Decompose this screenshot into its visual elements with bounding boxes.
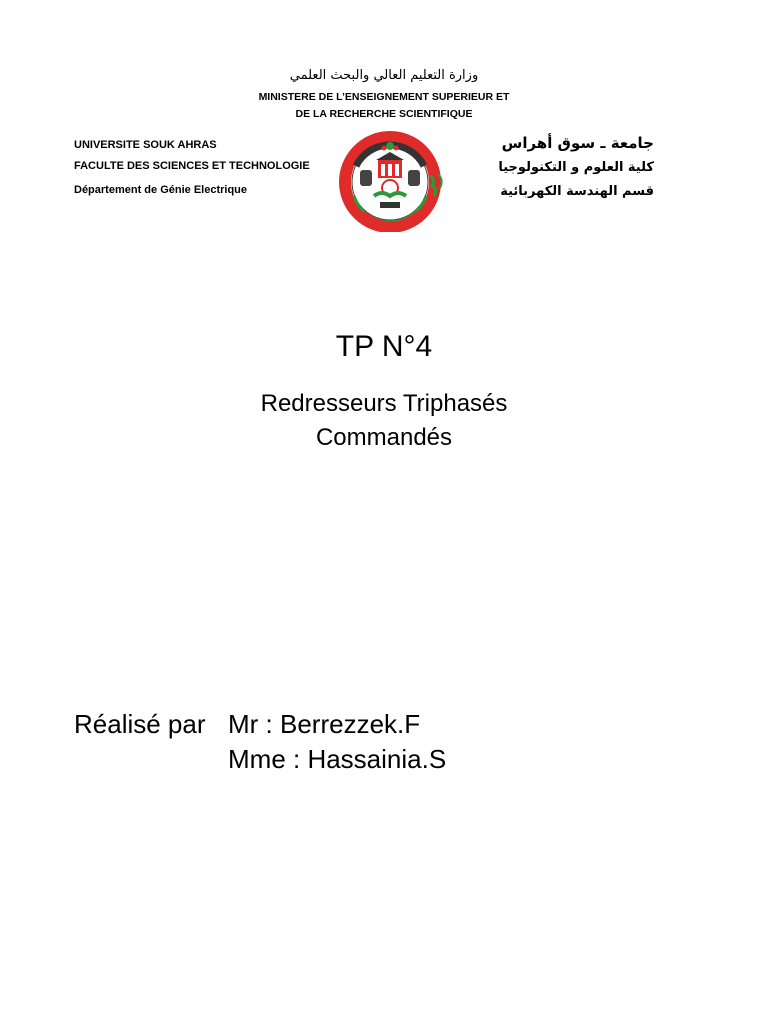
university-name-arabic: جامعة ـ سوق أهراس [501,134,654,152]
faculty-name-french: FACULTE DES SCIENCES ET TECHNOLOGIE [74,160,310,172]
university-seal-icon [334,126,452,232]
author-name: Mr : Berrezzek.F [228,709,421,739]
document-title: TP N°4 [335,330,433,363]
document-subtitle-line1: Redresseurs Triphasés [260,390,508,417]
department-name-french: Département de Génie Electrique [74,184,247,196]
ministry-name-arabic: وزارة التعليم العالي والبحث العلمي [289,68,479,83]
university-name-french: UNIVERSITE SOUK AHRAS [74,139,217,151]
faculty-name-arabic: كلية العلوم و التكنولوجيا [498,160,654,175]
department-name-arabic: قسم الهندسة الكهربائية [500,184,654,199]
ministry-name-french-line1: MINISTERE DE L’ENSEIGNEMENT SUPERIEUR ET [258,91,510,103]
document-subtitle-line2: Commandés [315,424,453,451]
authors-label: Réalisé par [74,709,206,739]
author-name: Mme : Hassainia.S [228,744,447,774]
ministry-name-french-line2: DE LA RECHERCHE SCIENTIFIQUE [295,108,473,120]
